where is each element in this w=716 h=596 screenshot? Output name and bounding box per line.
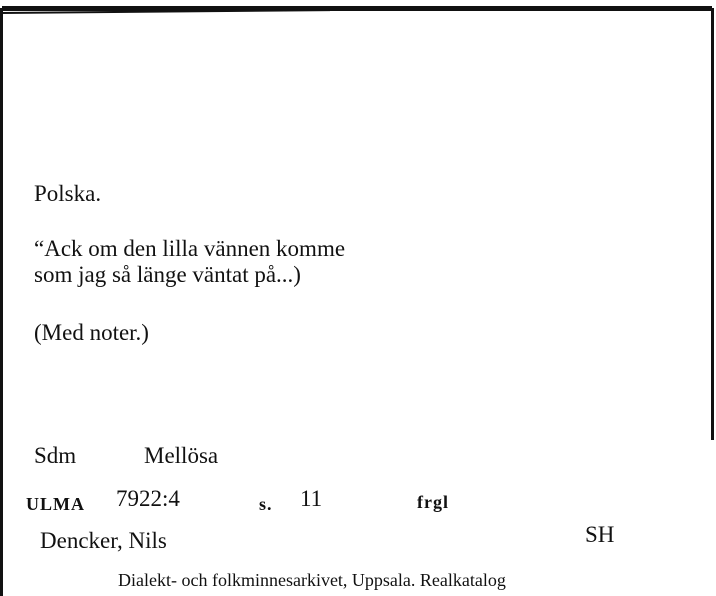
category-code: frgl: [417, 492, 449, 512]
archive-label: ULMA: [26, 494, 85, 514]
province-code: Sdm: [34, 443, 77, 468]
archive-number: 7922:4: [116, 486, 180, 511]
card-right-border: [711, 8, 714, 440]
collector-name: Dencker, Nils: [40, 528, 167, 553]
page-number: 11: [300, 486, 323, 511]
archive-footer: Dialekt- och folkminnesarkivet, Uppsala. Realkatalog: [118, 570, 506, 590]
card-title: Polska.: [34, 181, 102, 206]
quote-line-1: “Ack om den lilla vännen komme: [34, 236, 346, 261]
quote-line-2: som jag så länge väntat på...): [34, 262, 301, 287]
page-label: s.: [259, 494, 273, 514]
parish-name: Mellösa: [144, 443, 219, 468]
note-text: (Med noter.): [34, 320, 149, 345]
initials: SH: [585, 522, 615, 547]
card-left-border: [0, 8, 3, 596]
